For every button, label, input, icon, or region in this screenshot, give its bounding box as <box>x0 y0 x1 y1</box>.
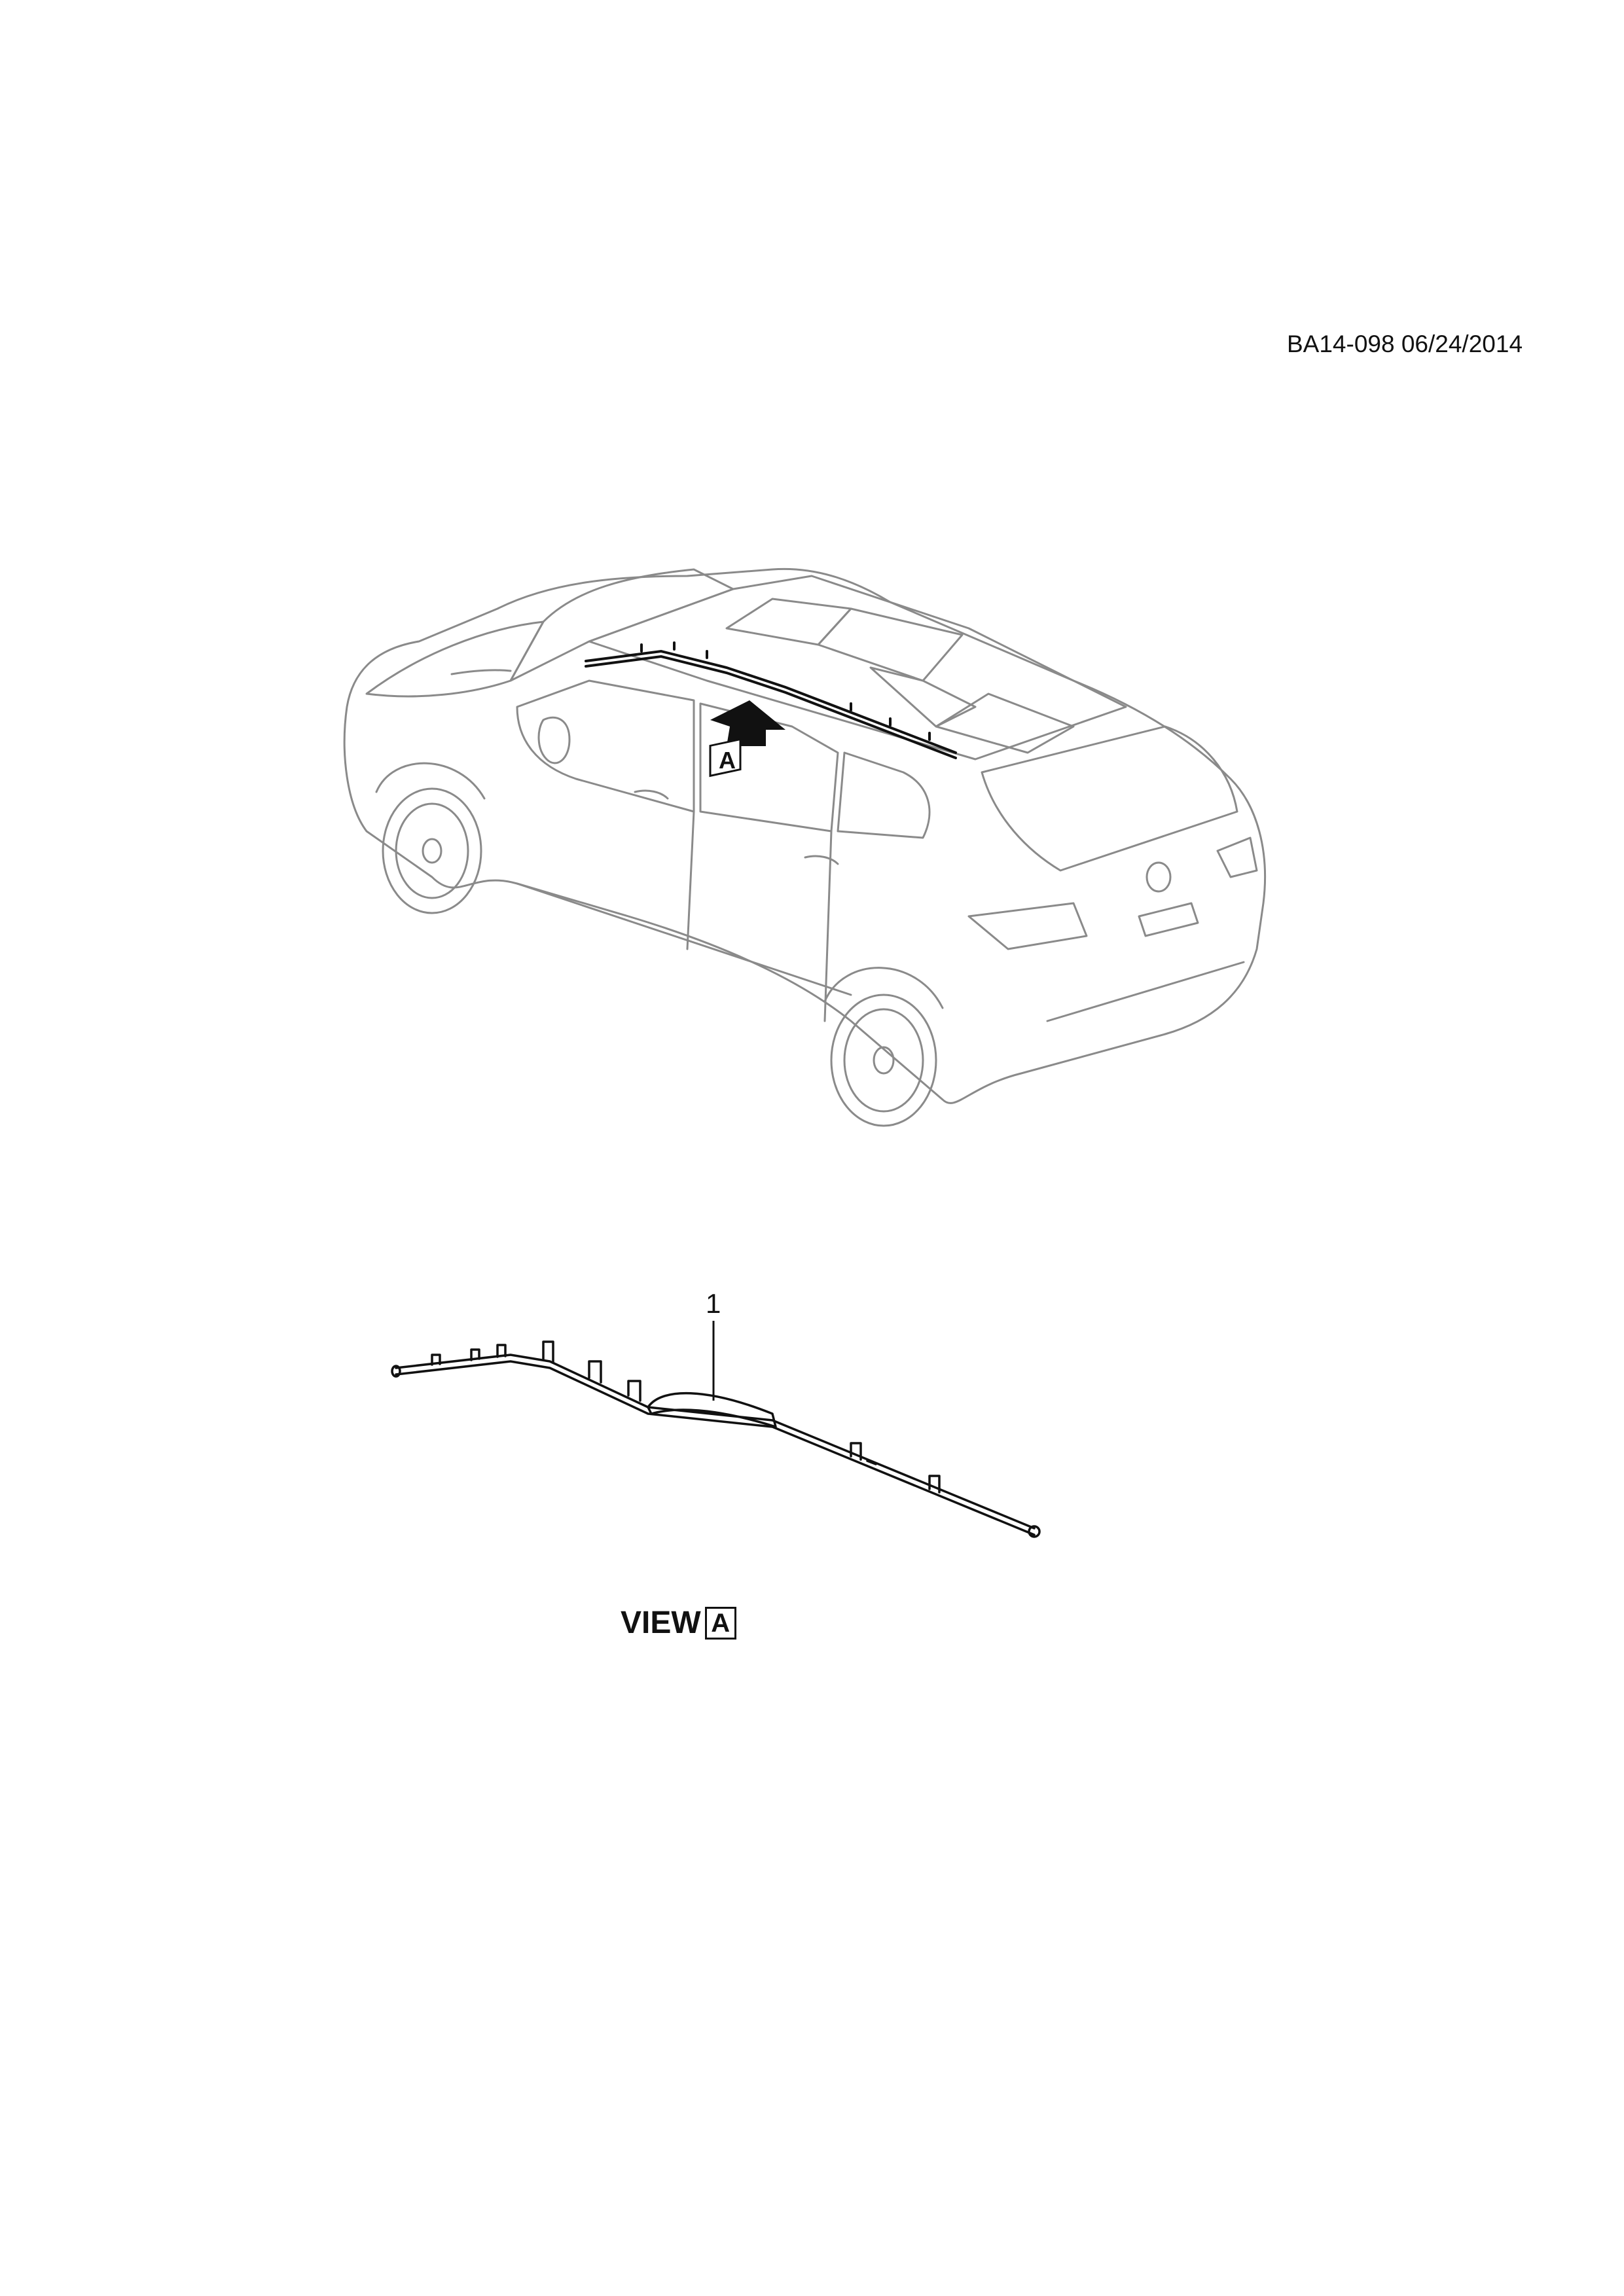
rear-wheel <box>831 995 936 1126</box>
drawing-reference-code: BA14-098 06/24/2014 <box>1287 331 1523 357</box>
view-marker-letter: A <box>719 747 736 774</box>
view-caption <box>621 1605 736 1641</box>
front-wheel <box>383 789 481 913</box>
callout-number-1: 1 <box>706 1288 721 1319</box>
view-caption-letter: A <box>705 1607 736 1640</box>
view-caption-word: VIEW <box>621 1605 701 1640</box>
airbag-module-detail <box>392 1342 1039 1537</box>
car-body-outline <box>344 569 1265 1103</box>
